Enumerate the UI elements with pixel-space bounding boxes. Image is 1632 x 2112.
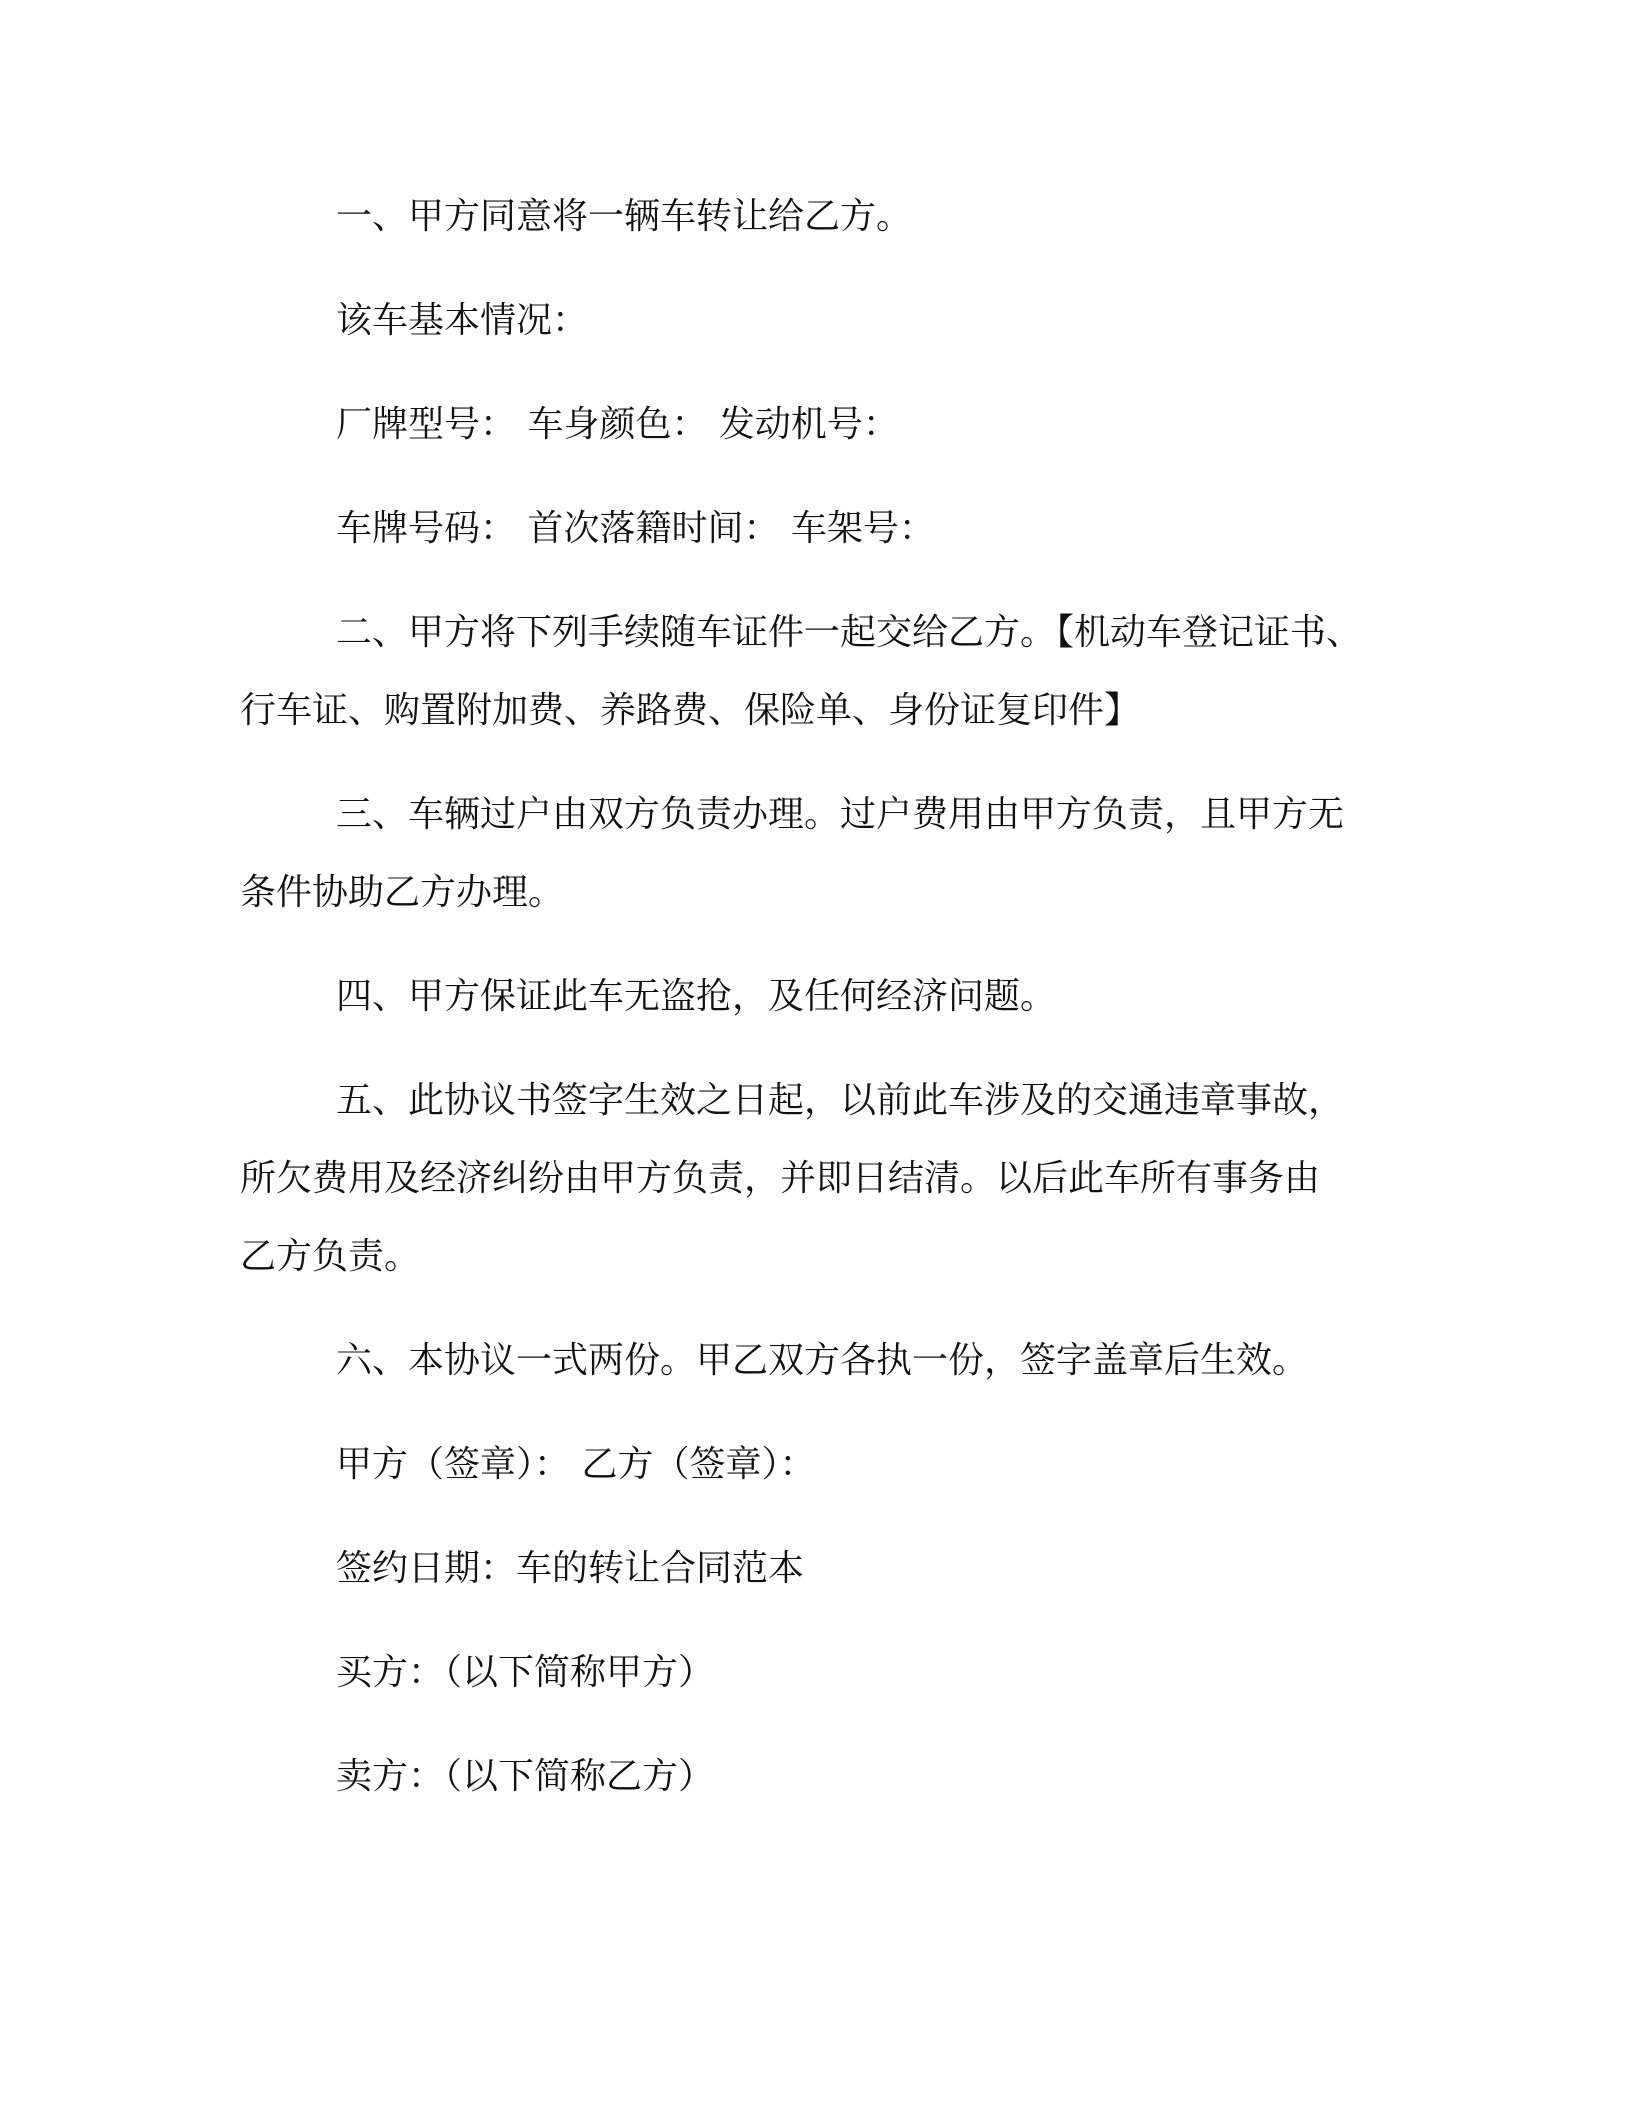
- vehicle-fields-row-1: 厂牌型号： 车身颜色： 发动机号：: [336, 404, 899, 445]
- clause-5-line-3: 乙方负责。: [240, 1236, 421, 1277]
- clause-2-line-2: 行车证、购置附加费、养路费、保险单、身份证复印件】: [240, 690, 1141, 731]
- clause-3-line-1: 三、车辆过户由双方负责办理。过户费用由甲方负责，且甲方无: [336, 794, 1345, 835]
- buyer-line: 买方：（以下简称甲方）: [336, 1652, 715, 1693]
- clause-3-line-2: 条件协助乙方办理。: [240, 872, 565, 913]
- vehicle-fields-row-2: 车牌号码： 首次落籍时间： 车架号：: [336, 508, 935, 549]
- signing-date: 签约日期：车的转让合同范本: [336, 1548, 805, 1589]
- clause-2-line-1: 二、甲方将下列手续随车证件一起交给乙方。【机动车登记证书、: [336, 612, 1363, 653]
- clause-5-line-1: 五、此协议书签字生效之日起，以前此车涉及的交通违章事故，: [336, 1080, 1345, 1121]
- signature-line: 甲方（签章）： 乙方（签章）：: [336, 1444, 816, 1485]
- clause-3: [240, 776, 1420, 932]
- clause-5: [240, 1062, 1420, 1296]
- clause-4: 四、甲方保证此车无盗抢，及任何经济问题。: [336, 976, 1057, 1017]
- clause-2: [240, 594, 1420, 750]
- clause-6: 六、本协议一式两份。甲乙双方各执一份，签字盖章后生效。: [336, 1340, 1309, 1381]
- seller-line: 卖方：（以下简称乙方）: [336, 1756, 715, 1797]
- clause-1: 一、甲方同意将一辆车转让给乙方。: [336, 196, 913, 237]
- vehicle-info-heading: 该车基本情况：: [336, 300, 589, 341]
- clause-5-line-2: 所欠费用及经济纠纷由甲方负责，并即日结清。以后此车所有事务由: [240, 1158, 1321, 1199]
